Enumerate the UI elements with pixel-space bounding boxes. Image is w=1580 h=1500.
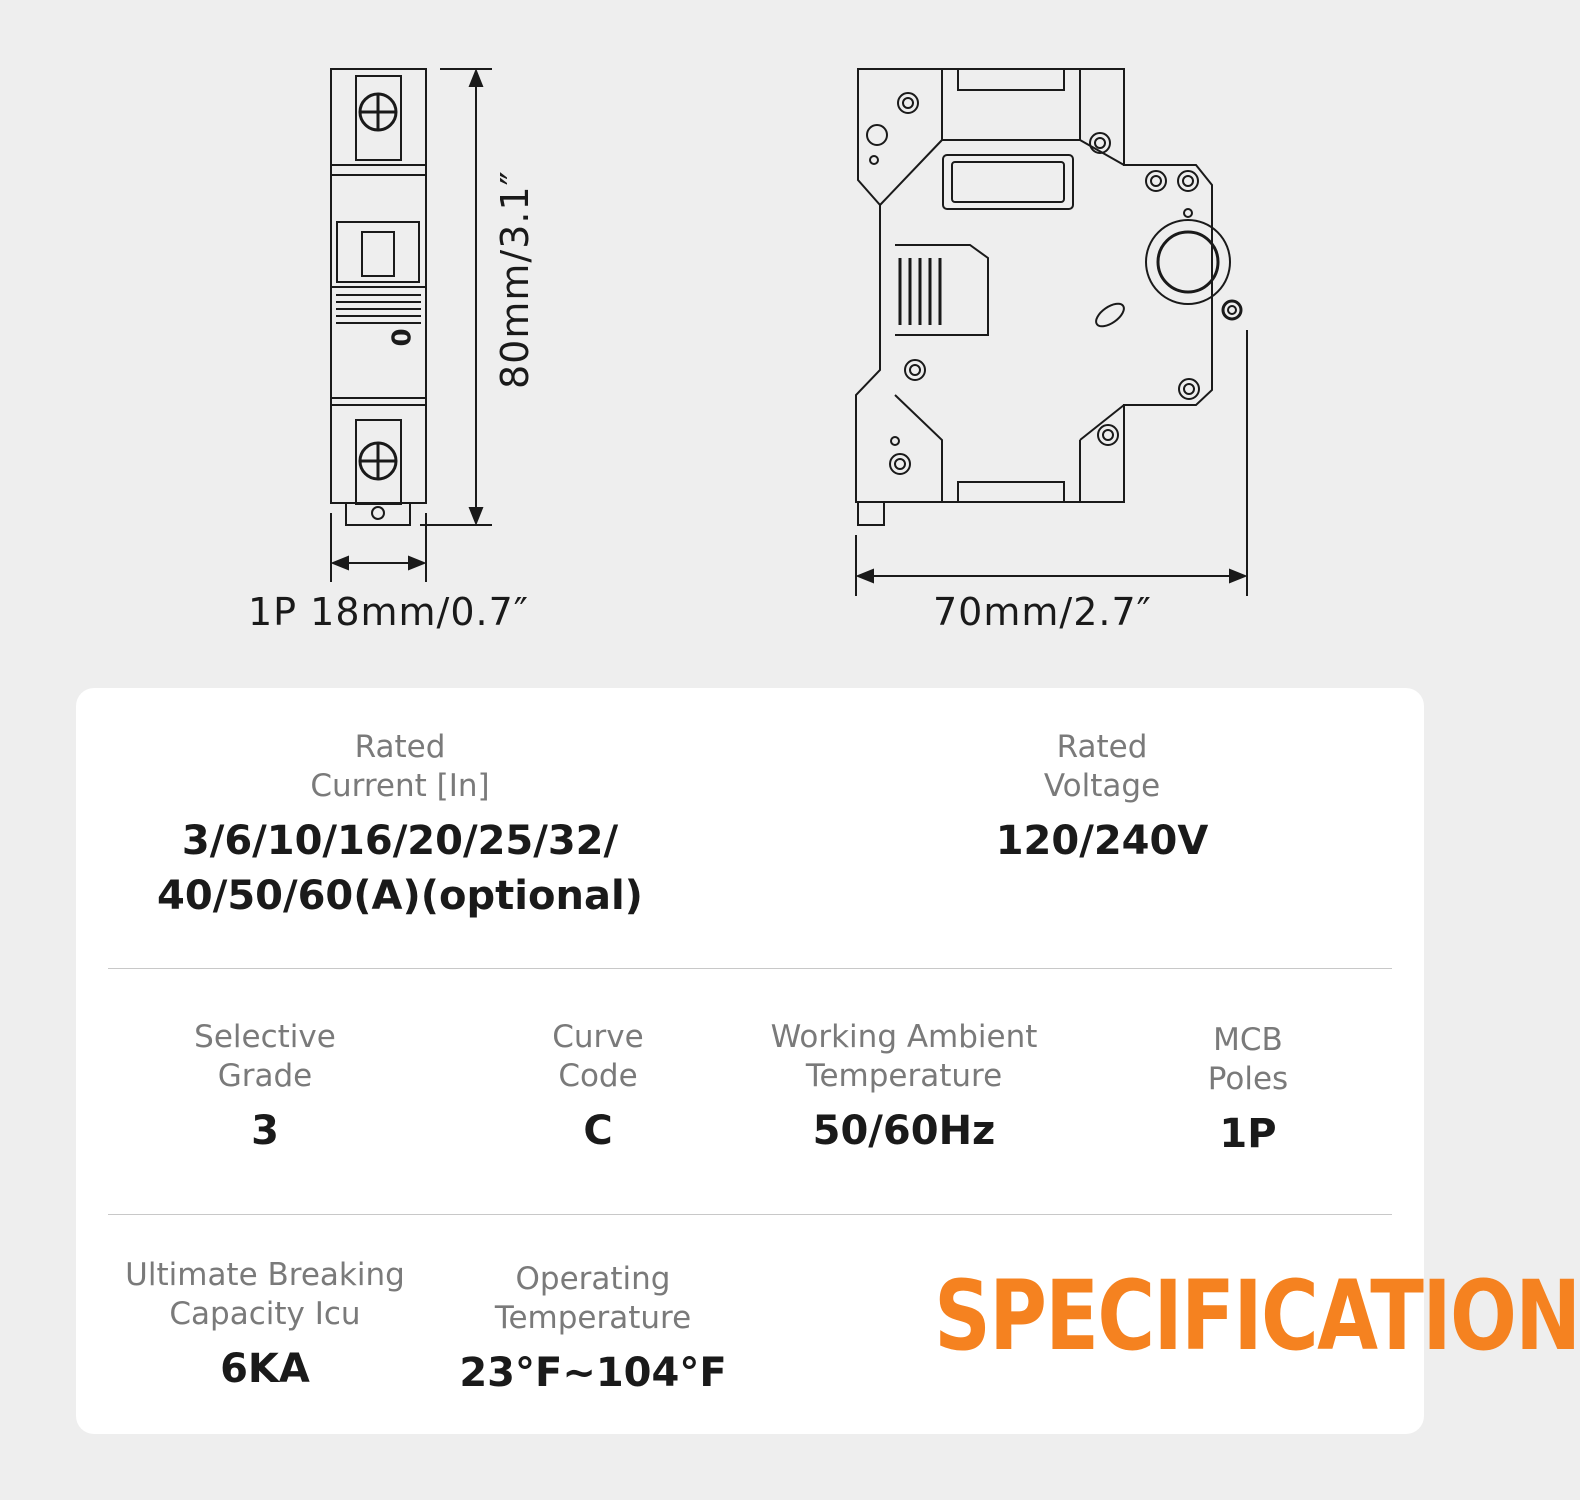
spec-label: Rated Voltage xyxy=(1043,729,1161,804)
spec-working-ambient-temperature xyxy=(736,1018,1072,1159)
spec-curve-code xyxy=(478,1018,718,1159)
spec-value: 50/60Hz xyxy=(812,1108,996,1154)
spec-value: 120/240V xyxy=(995,818,1209,864)
dimension-diagram xyxy=(0,0,1500,680)
spec-rated-current xyxy=(120,728,680,924)
spec-label: Operating Temperature xyxy=(494,1261,692,1336)
front-view-drawing xyxy=(331,69,492,582)
spec-value: 6KA xyxy=(220,1346,310,1392)
spec-label: Working Ambient Temperature xyxy=(770,1019,1038,1094)
spec-selective-grade xyxy=(115,1018,415,1159)
spec-ultimate-breaking-capacity xyxy=(100,1256,430,1397)
spec-value: 3/6/10/16/20/25/32/ 40/50/60(A)(optional) xyxy=(157,818,643,919)
divider xyxy=(108,968,1392,969)
spec-label: MCB Poles xyxy=(1207,1022,1289,1097)
spec-mcb-poles xyxy=(1138,1021,1358,1162)
specification-headline: SPECIFICATION xyxy=(934,1260,1580,1372)
spec-rated-voltage xyxy=(902,728,1302,869)
spec-label: Rated Current [In] xyxy=(310,729,490,804)
breaker-drawings xyxy=(0,0,1500,680)
spec-label: Curve Code xyxy=(552,1019,644,1094)
spec-value: 23°F~104°F xyxy=(459,1350,727,1396)
side-view-drawing xyxy=(856,69,1247,596)
specification-card xyxy=(76,688,1580,1434)
spec-label: Selective Grade xyxy=(194,1019,336,1094)
divider xyxy=(108,1214,1392,1215)
spec-value: C xyxy=(583,1108,613,1154)
spec-value: 1P xyxy=(1219,1111,1277,1157)
spec-label: Ultimate Breaking Capacity Icu xyxy=(125,1257,405,1332)
height-dimension-label: 80mm/3.1″ xyxy=(493,170,537,389)
switch-off-mark: 0 xyxy=(387,327,418,347)
depth-dimension-label: 70mm/2.7″ xyxy=(933,590,1152,634)
spec-operating-temperature xyxy=(458,1260,728,1401)
width-dimension-label: 1P 18mm/0.7″ xyxy=(248,590,529,634)
spec-value: 3 xyxy=(251,1108,279,1154)
